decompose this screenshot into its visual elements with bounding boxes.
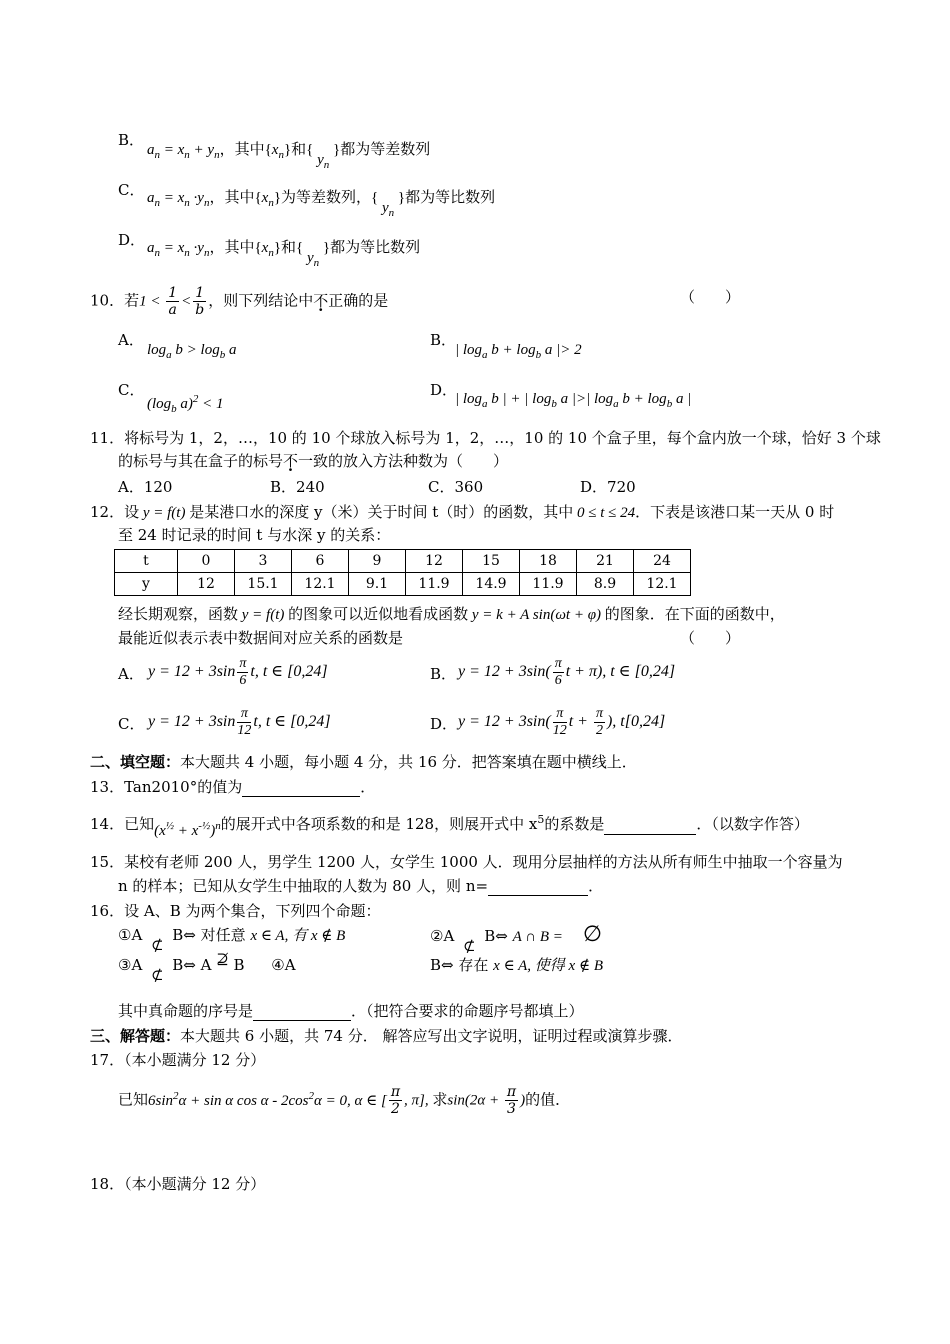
q16-p4-a: ④A: [271, 956, 296, 974]
q12-table: [114, 549, 691, 596]
q12-a-expr: y = 12 + 3sin $\frac{\pi}{6}$ t, t ∈ [0,24]: [148, 656, 328, 688]
q10-answer-paren: （ ）: [680, 288, 741, 306]
q12-b-label: B．: [430, 665, 457, 683]
q12-l3c: 的图象．在下面的函数中，: [604, 605, 785, 623]
q16-p2-c: A ∩ B =: [512, 929, 563, 945]
table-row: [115, 573, 691, 596]
q9-c-mid: 为等差数列，{: [281, 190, 379, 206]
q15-end: ．: [588, 877, 604, 895]
q13-text: 13．Tan2010°的值为: [90, 778, 243, 796]
q14-sup: 5: [537, 813, 545, 826]
q16-p1: [118, 925, 346, 954]
q9-b-tail: }都为等差数列: [333, 142, 431, 158]
q12-l1c: ．下表是该港口某一天从 0 时: [635, 503, 835, 521]
q16-p2-a: ②A: [430, 927, 455, 945]
q10-stem: 10．若1 < $\frac{1}{a}$ < $\frac{1}{b}$ ，则下列结论中不正确的是: [90, 285, 389, 318]
table-cell: 11.9: [520, 573, 577, 596]
q15-line2: [118, 876, 603, 896]
answer-blank: [604, 834, 696, 835]
q16-p1-c: x ∈ A, 有 x ∉ B: [250, 928, 346, 944]
q16-p2: [430, 922, 603, 955]
option-label: D．: [118, 231, 146, 249]
q16-p1-b: B⇔ 对任意: [172, 926, 246, 944]
table-cell: 12.1: [634, 573, 691, 596]
q16-line1: 16．设 A、B 为两个集合，下列四个命题：: [90, 902, 381, 920]
q9-d-tail: }都为等比数列: [322, 240, 421, 256]
table-cell: 18: [520, 550, 577, 573]
option-label: C．: [118, 181, 145, 199]
q9-option-c-expr: $a_n = x_n \cdot y_n$，其中$\{x_n\}$为等差数列，{ $y_n$ }都为等比数列: [147, 190, 496, 219]
q16-p4-b: B⇔ 存在: [430, 956, 489, 974]
table-cell: 11.9: [406, 573, 463, 596]
q11-l2c: 一致的放入方法种数为（ ）: [298, 452, 509, 470]
section-title: 二、填空题：: [90, 753, 181, 771]
q9-option-d-expr: $a_n = x_n \cdot y_n$，其中$\{x_n\}$和{ $y_n$ }都为等比数列: [147, 240, 421, 269]
q14-mid: 的展开式中各项系数的和是 128，则展开式中 x: [220, 815, 538, 833]
q16-p4-c: x ∈ A, 使得 x ∉ B: [493, 958, 603, 974]
q10-c-label: C．: [118, 381, 145, 399]
q16-p1-a: ①A: [118, 926, 143, 944]
q16-p3-a: ③A: [118, 956, 143, 974]
table-cell: 12: [406, 550, 463, 573]
q17-post: 的值．: [525, 1090, 571, 1109]
q16-ans-post: ．（把符合要求的命题序号都填上）: [351, 1002, 584, 1020]
q14-pre: 14．已知: [90, 815, 155, 833]
q17-pre: 已知: [118, 1090, 149, 1109]
table-cell: 0: [178, 550, 235, 573]
q12-l3a: 经长期观察，函数: [118, 605, 239, 623]
q16-p3-b: B⇔ A: [172, 956, 212, 974]
table-cell: 24: [634, 550, 691, 573]
table-cell: 8.9: [577, 573, 634, 596]
q12-c-expr: y = 12 + 3sin $\frac{\pi}{12}$ t, t ∈ [0,24]: [148, 706, 331, 738]
q12-line2: 至 24 时记录的时间 t 与水深 y 的关系：: [118, 526, 391, 544]
q12-d-expr: y = 12 + 3sin( $\frac{\pi}{12}$ t + $\frac{\pi}{2}$ ), t[0,24]: [458, 706, 666, 738]
q10-c-expr: ($\log_b$ a)$^2$ < 1: [147, 393, 224, 415]
not-subset-icon: ⊄: [462, 937, 476, 955]
section-3-heading: [90, 1026, 683, 1046]
q16-p3-c: B: [233, 956, 245, 974]
answer-blank: [488, 895, 588, 896]
table-cell: 12.1: [292, 573, 349, 596]
q12-b-expr: y = 12 + 3sin( $\frac{\pi}{6}$ t + π), t ∈ [0,24]: [458, 656, 676, 688]
q10-b-label: B．: [430, 331, 457, 349]
q15-l2: n 的样本；已知从女学生中抽取的人数为 80 人，则 n=: [118, 877, 489, 895]
q12-a-label: A．: [118, 665, 144, 683]
section-desc: 本大题共 4 小题，每小题 4 分，共 16 分．把答案填在题中横线上．: [180, 753, 637, 771]
section-desc: 本大题共 6 小题，共 74 分． 解答应写出文字说明，证明过程或演算步骤．: [180, 1027, 683, 1045]
table-cell: 9: [349, 550, 406, 573]
q12-line4: 最能近似表示表中数据间对应关系的函数是: [118, 629, 404, 647]
q14-end: ．（以数字作答）: [696, 815, 809, 833]
q9-option-b-expr: $a_n = x_n + y_n$，其中$\{x_n\}$和{ $y_n$ }都为等差数列: [147, 142, 431, 171]
table-cell: 14.9: [463, 573, 520, 596]
q9-option-c: [118, 180, 144, 200]
q10-a-expr: $\log_a b > \log_b a$: [147, 342, 237, 361]
q17-heading: 17．（本小题满分 12 分）: [90, 1051, 266, 1069]
q12-l1a: 12．设: [90, 503, 140, 521]
not-subset-icon: ⊄: [150, 966, 164, 984]
q12-l1b: 是某港口水的深度 y（米）关于时间 t（时）的函数，其中: [189, 503, 574, 521]
q12-l3b: 的图象可以近似地看成函数: [288, 605, 469, 623]
q9-option-d: [118, 230, 145, 250]
q11-line2: [118, 451, 508, 471]
not-superset-icon: ⊉: [216, 950, 229, 968]
q17-body: 已知$6\sin^2\alpha + \sin \alpha$ $\cos \alpha - 2\cos^2\alpha = 0$, α ∈ [ $\frac{\pi}{2}$ , π], 求sin(2α + $\frac{\pi}{3}$ )的值．: [118, 1084, 571, 1117]
q10-cond: ，则下列结论中: [208, 291, 314, 310]
table-cell: 3: [235, 550, 292, 573]
q11-emphasis: 不: [283, 452, 299, 470]
q14: 14．已知$(x^{\frac{1}{2}} + x^{-\frac{1}{2}})^n$的展开式中各项系数的和是 128，则展开式中 $x^5$的系数是 ．（以数字作答）: [90, 813, 809, 839]
q11-option-b: B．240: [270, 478, 325, 496]
empty-set-icon: ∅: [582, 922, 603, 947]
not-subset-icon: ⊄: [150, 936, 164, 954]
q12-answer-paren: （ ）: [680, 629, 741, 647]
section-2-heading: [90, 752, 637, 772]
q10-d-expr: | $\log_a b$ | + | $\log_b a$ |>| $\log_a b + \log_b a$ |: [455, 391, 692, 410]
q14-post: 的系数是: [544, 815, 605, 833]
q11-option-d: D．720: [580, 478, 636, 496]
q16-p3: [118, 950, 296, 984]
option-label: B．: [118, 131, 145, 149]
q12-d-label: D．: [430, 715, 458, 733]
q11-option-a: A．120: [118, 478, 173, 496]
q15-line1: 15．某校有老师 200 人，男学生 1200 人，女学生 1000 人．现用分层抽样的方法从所有师生中抽取一个容量为: [90, 853, 843, 871]
table-row: [115, 550, 691, 573]
q11-option-c: C．360: [428, 478, 484, 496]
table-cell: 21: [577, 550, 634, 573]
q10-tail: 正确的是: [328, 291, 389, 310]
q12-line1: 12．设 y = f(t) 是某港口水的深度 y（米）关于时间 t（时）的函数，其中 0 ≤ t ≤ 24．下表是该港口某一天从 0 时: [90, 503, 835, 521]
q10-b-expr: | $\log_a b + \log_b a$ |> 2: [455, 342, 582, 361]
q13: [90, 777, 375, 797]
q10-number: 10．若: [90, 291, 140, 310]
q10-d-label: D．: [430, 381, 458, 399]
q12-c-label: C．: [118, 715, 145, 733]
table-cell: 9.1: [349, 573, 406, 596]
q16-p2-b: B⇔: [484, 927, 508, 945]
table-cell: 15: [463, 550, 520, 573]
table-cell: 6: [292, 550, 349, 573]
q16-answer: [118, 1001, 584, 1021]
q10-emphasis: 不: [313, 291, 329, 310]
q11-line1: 11．将标号为 1，2，…，10 的 10 个球放入标号为 1，2，…，10 的 10 个盒子里，每个盒内放一个球，恰好 3 个球: [90, 429, 881, 447]
section-title: 三、解答题：: [90, 1027, 181, 1045]
q11-l2a: 的标号与其在盒子的标号: [118, 452, 284, 470]
table-cell: 12: [178, 573, 235, 596]
answer-blank: [242, 796, 360, 797]
table-cell: t: [115, 550, 178, 573]
q10-a-label: A．: [118, 331, 144, 349]
table-cell: 15.1: [235, 573, 292, 596]
q13-end: ．: [360, 778, 376, 796]
q9-c-tail: }都为等比数列: [397, 190, 496, 206]
answer-blank: [253, 1020, 351, 1021]
q16-ans-pre: 其中真命题的序号是: [118, 1002, 254, 1020]
table-cell: y: [115, 573, 178, 596]
q12-line3: 经长期观察，函数 y = f(t) 的图象可以近似地看成函数 y = k + A sin(ωt + φ) 的图象．在下面的函数中，: [118, 605, 785, 623]
q16-p4: [430, 955, 603, 976]
q9-option-b: [118, 130, 144, 150]
q18-heading: 18．（本小题满分 12 分）: [90, 1175, 266, 1193]
